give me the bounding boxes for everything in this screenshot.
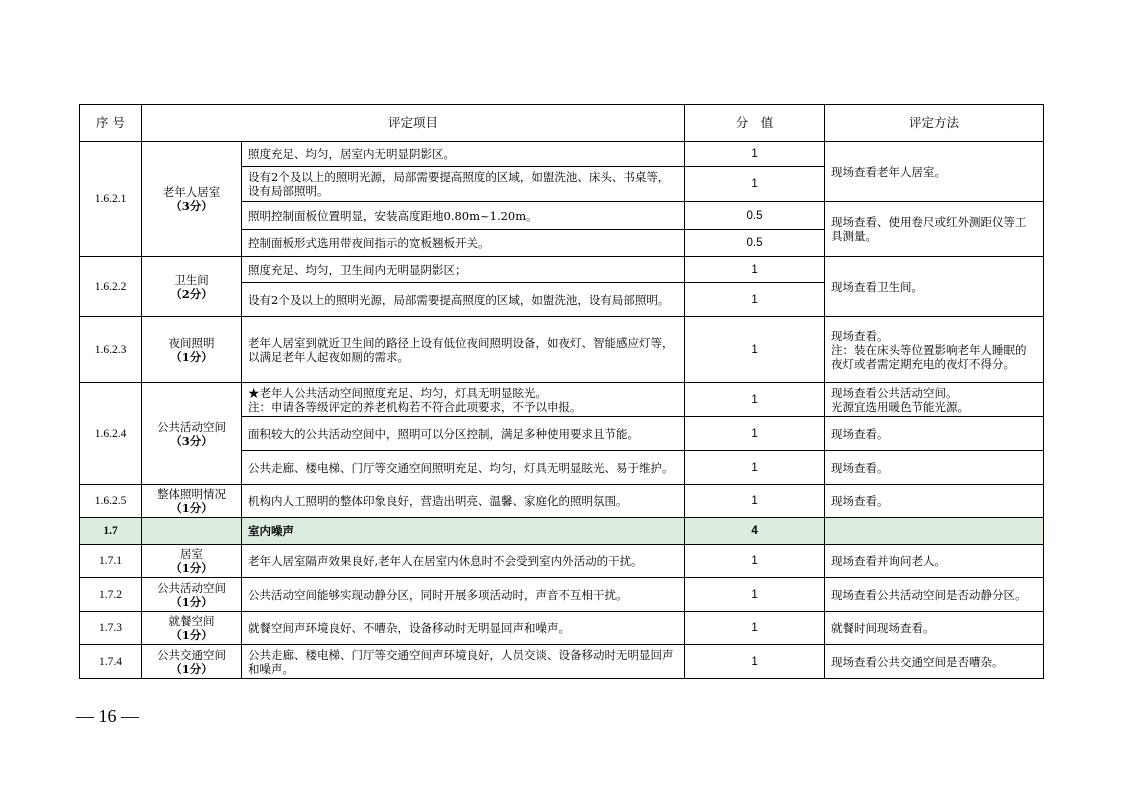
category-points: （1分）: [170, 661, 213, 676]
section-score: 4: [685, 518, 825, 545]
category-name: 就餐空间: [168, 614, 215, 628]
score-value: 1: [685, 167, 825, 202]
item-text: 就餐空间声环境良好、不嘈杂，设备移动时无明显回声和噪声。: [242, 612, 685, 645]
section-empty: [142, 518, 242, 545]
method-text: 现场查看。: [831, 328, 889, 343]
category-points: （3分）: [170, 433, 213, 448]
table-row: [80, 142, 1044, 167]
row-number: 1.7.4: [80, 645, 142, 679]
category-name: 老年人居室: [162, 185, 221, 199]
score-value: 0.5: [685, 202, 825, 230]
method-text: 现场查看老年人居室。: [825, 142, 1044, 202]
score-value: 1: [685, 645, 825, 679]
header-method: 评定方法: [825, 105, 1044, 142]
item-text: 公共走廊、楼电梯、门厅等交通空间声环境良好，人员交谈、设备移动时无明显回声和噪声。: [242, 645, 685, 679]
method-cell: [825, 317, 1044, 383]
section-row: [80, 518, 1044, 545]
category-name: 夜间照明: [168, 335, 215, 350]
method-text: 就餐时间现场查看。: [825, 612, 1044, 645]
item-text: 机构内人工照明的整体印象良好，营造出明亮、温馨、家庭化的照明氛围。: [242, 485, 685, 518]
method-note: 光源宜选用暖色节能光源。: [831, 399, 970, 414]
category-points: （1分）: [170, 594, 213, 609]
row-number: 1.6.2.3: [80, 317, 142, 383]
row-number: 1.7.1: [80, 545, 142, 578]
section-empty: [825, 518, 1044, 545]
category-cell: [142, 578, 242, 612]
requirement-note: 注：申请各等级评定的养老机构若不符合此项要求，不予以申报。: [248, 399, 582, 414]
table-row: [80, 485, 1044, 518]
category-cell: [142, 645, 242, 679]
score-value: 1: [685, 578, 825, 612]
section-title: 室内噪声: [242, 518, 685, 545]
method-text: 现场查看公共交通空间是否嘈杂。: [825, 645, 1044, 679]
item-text: 控制面板形式选用带夜间指示的宽板翘板开关。: [242, 230, 685, 257]
row-number: 1.7.3: [80, 612, 142, 645]
header-item: 评定项目: [142, 105, 685, 142]
category-points: （1分）: [170, 628, 213, 642]
page-number: — 16 —: [76, 706, 139, 726]
method-text: 现场查看、使用卷尺或红外测距仪等工具测量。: [825, 202, 1044, 257]
method-text: 现场查看。: [825, 451, 1044, 485]
key-requirement: ★老年人公共活动空间照度充足、均匀，灯具无明显眩光。: [248, 385, 547, 400]
row-number: 1.6.2.5: [80, 485, 142, 518]
item-text: 设有2个及以上的照明光源，局部需要提高照度的区域，如盥洗池、床头、书桌等，设有局部照明。: [242, 167, 685, 202]
item-text: 照度充足、均匀，卫生间内无明显阴影区；: [242, 257, 685, 283]
score-value: 1: [685, 317, 825, 383]
item-text: 照度充足、均匀，居室内无明显阴影区。: [242, 142, 685, 167]
category-name: 公共活动空间: [157, 580, 226, 595]
category-name: 整体照明情况: [157, 487, 226, 501]
category-cell: [142, 317, 242, 383]
evaluation-table: [79, 104, 1044, 679]
category-points: （3分）: [170, 199, 213, 213]
score-value: 1: [685, 451, 825, 485]
category-cell: [142, 383, 242, 485]
method-text: 现场查看公共活动空间是否动静分区。: [825, 578, 1044, 612]
method-text: 现场查看公共活动空间。: [831, 385, 958, 400]
category-cell: [142, 545, 242, 578]
table-row: [80, 578, 1044, 612]
score-value: 1: [685, 612, 825, 645]
item-cell: [242, 383, 685, 417]
category-name: 公共交通空间: [157, 647, 226, 662]
score-value: 1: [685, 283, 825, 317]
table-row: [80, 383, 1044, 417]
row-number: 1.6.2.2: [80, 257, 142, 317]
item-text: 设有2个及以上的照明光源，局部需要提高照度的区域，如盥洗池，设有局部照明。: [242, 283, 685, 317]
row-number: 1.6.2.4: [80, 383, 142, 485]
method-cell: [825, 383, 1044, 417]
category-cell: [142, 257, 242, 317]
header-row: [80, 105, 1044, 142]
item-text: 公共走廊、楼电梯、门厅等交通空间照明充足、均匀，灯具无明显眩光、易于维护。: [242, 451, 685, 485]
category-name: 居室: [180, 547, 203, 561]
method-text: 现场查看并询问老人。: [825, 545, 1044, 578]
header-score: 分 值: [685, 105, 825, 142]
category-name: 卫生间: [174, 272, 209, 287]
item-text: 老年人居室到就近卫生间的路径上设有低位夜间照明设备，如夜灯、智能感应灯等，以满足老年人起夜如厕的需求。: [242, 317, 685, 383]
header-seq: 序 号: [80, 105, 142, 142]
category-points: （2分）: [170, 286, 213, 301]
score-value: 1: [685, 545, 825, 578]
category-points: （1分）: [170, 349, 213, 364]
table-row: [80, 257, 1044, 283]
method-text: 现场查看卫生间。: [825, 257, 1044, 317]
row-number: 1.7.2: [80, 578, 142, 612]
score-value: 1: [685, 485, 825, 518]
section-number: 1.7: [80, 518, 142, 545]
category-points: （1分）: [170, 561, 213, 575]
score-value: 1: [685, 257, 825, 283]
table-row: [80, 645, 1044, 679]
method-text: 现场查看。: [825, 417, 1044, 451]
item-text: 照明控制面板位置明显，安装高度距地0.80m~1.20m。: [242, 202, 685, 230]
item-text: 老年人居室隔声效果良好,老年人在居室内休息时不会受到室内外活动的干扰。: [242, 545, 685, 578]
table-row: [80, 612, 1044, 645]
category-cell: [142, 612, 242, 645]
item-text: 面积较大的公共活动空间中，照明可以分区控制，满足多种使用要求且节能。: [242, 417, 685, 451]
method-text: 现场查看。: [825, 485, 1044, 518]
score-value: 1: [685, 383, 825, 417]
score-value: 1: [685, 417, 825, 451]
table-row: [80, 317, 1044, 383]
category-cell: [142, 485, 242, 518]
score-value: 0.5: [685, 230, 825, 257]
category-cell: [142, 142, 242, 257]
score-value: 1: [685, 142, 825, 167]
method-note: 注：装在床头等位置影响老年人睡眠的夜灯或者需定期充电的夜灯不得分。: [831, 342, 1027, 371]
item-text: 公共活动空间能够实现动静分区，同时开展多项活动时，声音不互相干扰。: [242, 578, 685, 612]
category-points: （1分）: [170, 501, 213, 515]
row-number: 1.6.2.1: [80, 142, 142, 257]
category-name: 公共活动空间: [157, 419, 226, 434]
table-row: [80, 545, 1044, 578]
